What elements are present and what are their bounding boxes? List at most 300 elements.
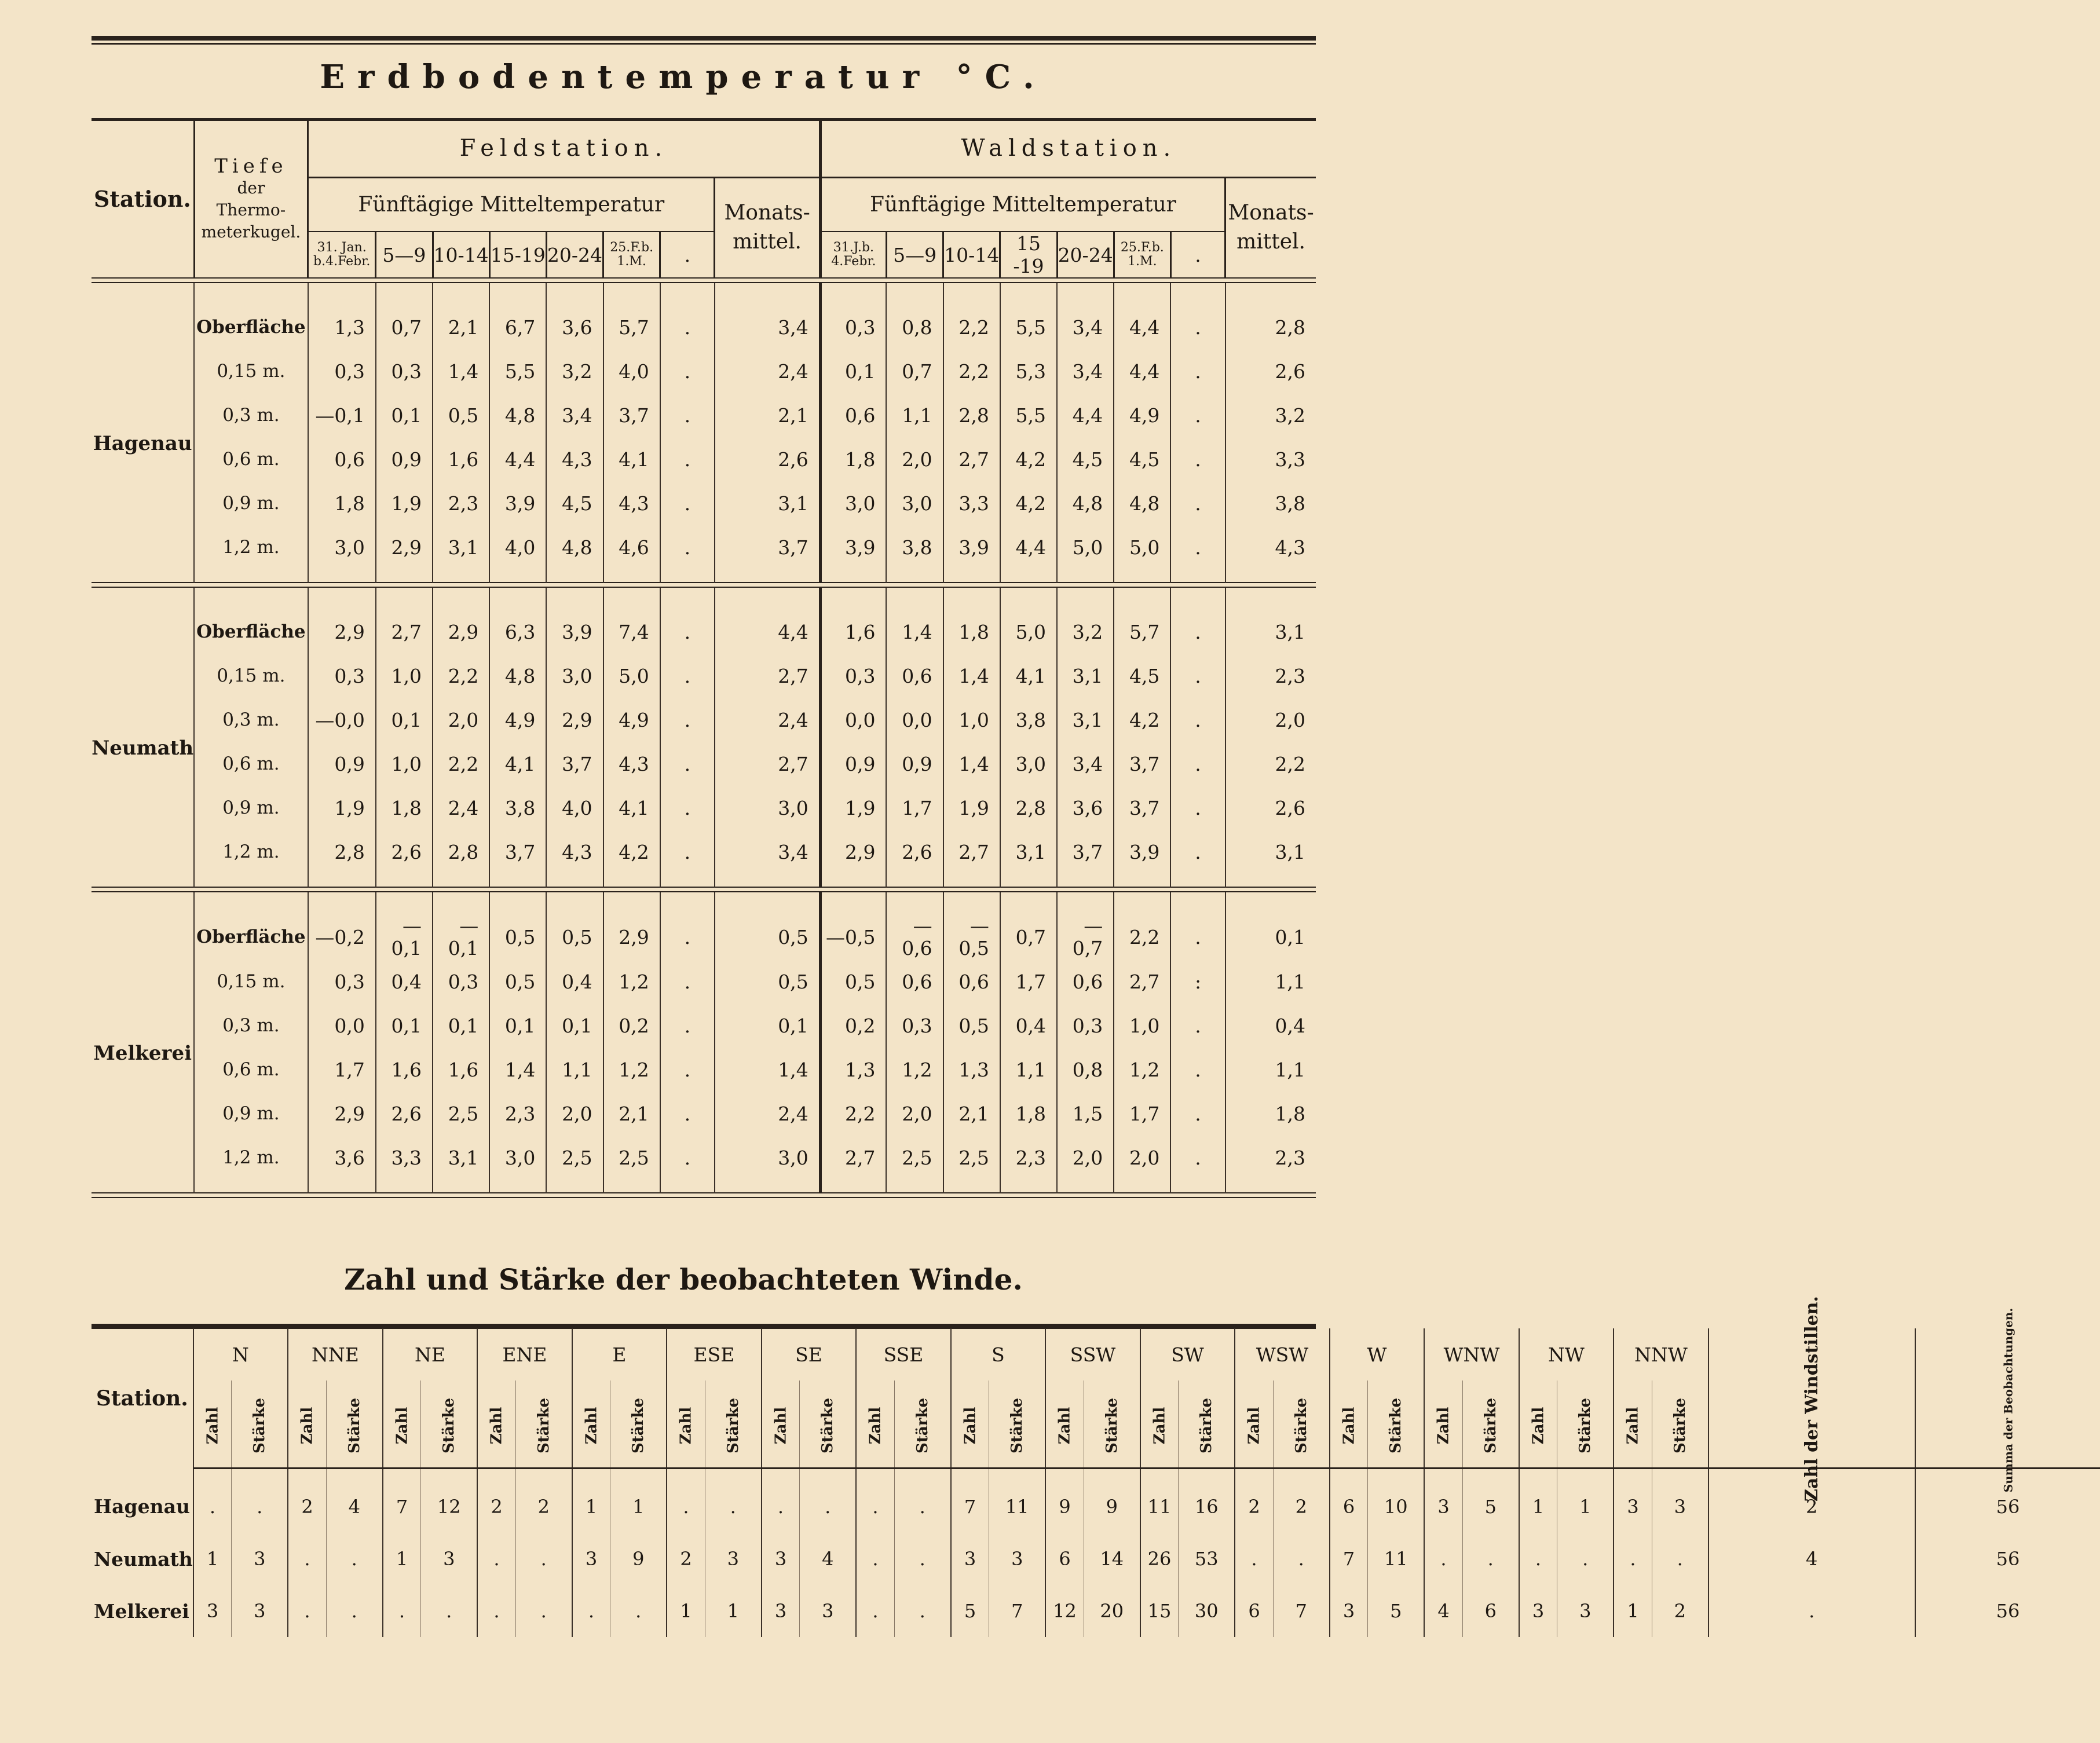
field-value: 1,6 (433, 437, 489, 481)
field-value: 1,2 (603, 960, 660, 1004)
wind-count-value: . (1614, 1533, 1652, 1585)
forest-monthly-mean: 0,1 (1225, 892, 1316, 960)
soil-row (92, 525, 1316, 583)
wind-count-value: 26 (1140, 1533, 1179, 1585)
forest-value: 2,7 (943, 830, 1000, 887)
header-field-monthly (715, 177, 820, 278)
forest-value: 1,1 (886, 393, 943, 437)
field-value: 6,3 (489, 587, 546, 654)
wind-strength-value: 3 (1652, 1469, 1708, 1533)
separator-1 (92, 583, 1316, 587)
field-value: 0,3 (308, 349, 376, 393)
wind-count-header (1614, 1381, 1652, 1469)
header-monthly-line: mittel. (1236, 230, 1305, 254)
wind-count-value: 3 (951, 1533, 989, 1585)
wind-strength-value: . (1557, 1533, 1614, 1585)
wind-strength-value: 2 (515, 1469, 572, 1533)
field-value: 4,8 (489, 654, 546, 698)
forest-monthly-mean: 2,6 (1225, 349, 1316, 393)
forest-value: 2,0 (886, 437, 943, 481)
forest-value: —0,5 (820, 892, 886, 960)
wind-strength-value: . (326, 1585, 382, 1637)
forest-value: 2,0 (1114, 1136, 1170, 1193)
wind-count-value: 12 (1045, 1585, 1084, 1637)
separator-3 (92, 1193, 1316, 1198)
forest-value: 0,7 (1000, 892, 1057, 960)
field-monthly-mean: 2,7 (715, 654, 820, 698)
wind-direction-header: SW (1140, 1328, 1235, 1381)
field-value: 4,1 (489, 742, 546, 786)
forest-value: 3,0 (1000, 742, 1057, 786)
header-monthly-line: mittel. (733, 230, 802, 254)
field-value: 1,9 (308, 786, 376, 830)
wind-strength-label: Stärke (1292, 1398, 1310, 1453)
forest-value: 1,7 (1000, 960, 1057, 1004)
field-value: 2,7 (376, 587, 433, 654)
forest-value: 1,0 (943, 698, 1000, 742)
depth-label: Oberfläche (194, 283, 308, 349)
forest-monthly-mean: 2,8 (1225, 283, 1316, 349)
field-value: . (660, 786, 715, 830)
field-value: 2,8 (308, 830, 376, 887)
field-monthly-mean: 3,7 (715, 525, 820, 583)
field-value: 2,4 (433, 786, 489, 830)
forest-value: 0,3 (820, 654, 886, 698)
forest-value: 3,7 (1057, 830, 1114, 887)
wind-strength-value: . (326, 1533, 382, 1585)
table-end-separator (92, 1193, 1316, 1198)
field-monthly-mean: 2,4 (715, 1092, 820, 1136)
wind-count-header (1424, 1381, 1462, 1469)
wind-strength-header (515, 1381, 572, 1469)
field-value: 4,9 (603, 698, 660, 742)
wind-header-station: Station. (96, 1386, 188, 1411)
header-field-five-day: Fünftägige Mitteltemperatur (308, 177, 715, 232)
field-value: 3,2 (546, 349, 603, 393)
field-value: 4,1 (603, 437, 660, 481)
wind-count-value: 6 (1045, 1533, 1084, 1585)
forest-monthly-mean: 2,2 (1225, 742, 1316, 786)
field-value: . (660, 654, 715, 698)
wind-strength-value: 5 (1462, 1469, 1519, 1533)
wind-strength-label: Stärke (724, 1398, 742, 1453)
wind-direction-header: S (951, 1328, 1046, 1381)
header-forest-period: 5—9 (886, 232, 943, 278)
soil-row (92, 1048, 1316, 1092)
forest-value: . (1170, 1004, 1225, 1048)
forest-value: . (1170, 437, 1225, 481)
soil-temperature-table (92, 120, 1316, 1198)
field-monthly-mean: 0,5 (715, 892, 820, 960)
field-value: —0,1 (376, 892, 433, 960)
wind-strength-header (1652, 1381, 1708, 1469)
forest-value: 1,5 (1057, 1092, 1114, 1136)
forest-value: 3,4 (1057, 283, 1114, 349)
station-group-hagenau (92, 283, 1316, 583)
field-value: 3,0 (546, 654, 603, 698)
wind-strength-value: 12 (421, 1469, 477, 1533)
wind-strength-value: . (1652, 1533, 1708, 1585)
forest-monthly-mean: 2,3 (1225, 654, 1316, 698)
forest-value: . (1170, 698, 1225, 742)
wind-station-name: Hagenau (94, 1495, 190, 1518)
wind-count-value: 1 (193, 1533, 232, 1585)
wind-count-value: 5 (951, 1585, 989, 1637)
wind-strength-value: . (894, 1469, 950, 1533)
field-value: 0,0 (308, 1004, 376, 1048)
soil-row (92, 892, 1316, 960)
field-value: 2,0 (433, 698, 489, 742)
forest-value: . (1170, 481, 1225, 525)
field-value: 3,3 (376, 1136, 433, 1193)
wind-count-value: . (477, 1585, 515, 1637)
header-forest-five-day: Fünftägige Mitteltemperatur (820, 177, 1225, 232)
field-value: 7,4 (603, 587, 660, 654)
forest-value: 3,9 (943, 525, 1000, 583)
wind-count-value: 3 (762, 1533, 800, 1585)
wind-strength-value: 9 (1084, 1469, 1140, 1533)
forest-monthly-mean: 3,2 (1225, 393, 1316, 437)
forest-monthly-mean: 2,6 (1225, 786, 1316, 830)
wind-count-header (1140, 1381, 1179, 1469)
field-value: 1,6 (433, 1048, 489, 1092)
field-value: 4,2 (603, 830, 660, 887)
field-value: 2,9 (308, 1092, 376, 1136)
wind-strength-value: 3 (800, 1585, 856, 1637)
wind-count-value: 6 (1235, 1585, 1273, 1637)
forest-value: 4,4 (1000, 525, 1057, 583)
forest-value: 0,9 (820, 742, 886, 786)
field-value: 1,8 (376, 786, 433, 830)
forest-value: 4,2 (1000, 437, 1057, 481)
field-value: 5,0 (603, 654, 660, 698)
depth-label: 0,3 m. (194, 393, 308, 437)
wind-total-value: 56 (1915, 1533, 2100, 1585)
field-value: 2,5 (603, 1136, 660, 1193)
field-value: 4,0 (489, 525, 546, 583)
station-group-melkerei (92, 892, 1316, 1193)
forest-value: 1,2 (1114, 1048, 1170, 1092)
group-separator (92, 887, 1316, 892)
wind-table-header (92, 1296, 2100, 1502)
forest-value: —0,6 (886, 892, 943, 960)
wind-direction-header: N (193, 1328, 288, 1381)
field-value: 0,5 (433, 393, 489, 437)
separator-2 (92, 887, 1316, 892)
forest-value: . (1170, 283, 1225, 349)
forest-value: 3,8 (886, 525, 943, 583)
wind-count-label: Zahl (1435, 1407, 1453, 1445)
wind-strength-label: Stärke (913, 1398, 931, 1453)
field-value: . (660, 393, 715, 437)
wind-strength-header (610, 1381, 667, 1469)
field-value: 3,4 (546, 393, 603, 437)
wind-direction-header: NE (383, 1328, 478, 1381)
soil-table-header (92, 120, 1316, 283)
field-value: 2,6 (376, 1092, 433, 1136)
forest-value: 0,4 (1000, 1004, 1057, 1048)
forest-value: 3,2 (1057, 587, 1114, 654)
forest-value: 1,4 (886, 587, 943, 654)
forest-value: 5,7 (1114, 587, 1170, 654)
wind-calm-label: Zahl der Windstillen. (1801, 1296, 1822, 1502)
wind-strength-header (1084, 1381, 1140, 1469)
wind-strength-value: . (515, 1533, 572, 1585)
forest-value: 0,5 (943, 1004, 1000, 1048)
field-value: 2,9 (433, 587, 489, 654)
field-value: 4,8 (546, 525, 603, 583)
field-value: 1,2 (603, 1048, 660, 1092)
wind-strength-label: Stärke (251, 1398, 269, 1453)
forest-value: 4,4 (1114, 283, 1170, 349)
forest-value: 3,1 (1000, 830, 1057, 887)
group-separator (92, 583, 1316, 587)
forest-value: . (1170, 1136, 1225, 1193)
wind-strength-label: Stärke (1481, 1398, 1499, 1453)
wind-total-value: 56 (1915, 1469, 2100, 1533)
forest-monthly-mean: 1,1 (1225, 1048, 1316, 1092)
field-monthly-mean: 3,0 (715, 1136, 820, 1193)
field-value: . (660, 742, 715, 786)
forest-value: 1,9 (943, 786, 1000, 830)
wind-strength-header (1179, 1381, 1235, 1469)
forest-value: 2,2 (1114, 892, 1170, 960)
forest-value: 0,1 (820, 349, 886, 393)
wind-strength-value: 3 (232, 1533, 288, 1585)
wind-count-label: Zahl (677, 1407, 695, 1445)
field-value: 4,5 (546, 481, 603, 525)
station-name: Hagenau (93, 432, 192, 455)
wind-count-value: 1 (383, 1533, 421, 1585)
wind-count-header (762, 1381, 800, 1469)
field-value: 0,3 (308, 654, 376, 698)
field-monthly-mean: 1,4 (715, 1048, 820, 1092)
wind-strength-value: . (515, 1585, 572, 1637)
wind-count-value: . (288, 1533, 326, 1585)
depth-label: 0,15 m. (194, 960, 308, 1004)
forest-value: 4,2 (1000, 481, 1057, 525)
forest-value: 3,6 (1057, 786, 1114, 830)
wind-count-value: 1 (1614, 1585, 1652, 1637)
forest-value: 2,7 (943, 437, 1000, 481)
soil-title: Erdbodentemperatur °C. (320, 58, 1047, 96)
soil-row (92, 437, 1316, 481)
forest-value: 4,5 (1114, 654, 1170, 698)
header-station: Station. (93, 186, 191, 212)
field-value: 4,3 (546, 830, 603, 887)
field-value: 4,8 (489, 393, 546, 437)
field-monthly-mean: 3,4 (715, 283, 820, 349)
forest-monthly-mean: 3,8 (1225, 481, 1316, 525)
wind-strength-value: 11 (1368, 1533, 1424, 1585)
wind-count-header (1045, 1381, 1084, 1469)
forest-value: . (1170, 830, 1225, 887)
forest-value: 2,2 (943, 283, 1000, 349)
wind-strength-value: 3 (989, 1533, 1045, 1585)
wind-strength-header (989, 1381, 1045, 1469)
forest-value: . (1170, 525, 1225, 583)
field-value: 2,1 (433, 283, 489, 349)
wind-direction-header: WNW (1424, 1328, 1519, 1381)
wind-strength-value: 4 (800, 1533, 856, 1585)
field-value: 4,6 (603, 525, 660, 583)
field-value: 0,5 (546, 892, 603, 960)
wind-count-value: . (762, 1469, 800, 1533)
wind-count-label: Zahl (1530, 1407, 1547, 1445)
forest-value: 3,4 (1057, 349, 1114, 393)
wind-table (92, 1296, 2100, 1637)
station-name: Melkerei (93, 1042, 192, 1065)
field-value: 0,9 (308, 742, 376, 786)
soil-row (92, 698, 1316, 742)
depth-label: 0,15 m. (194, 654, 308, 698)
depth-label: 0,6 m. (194, 437, 308, 481)
forest-value: 3,1 (1057, 654, 1114, 698)
forest-value: . (1170, 1092, 1225, 1136)
forest-value: . (1170, 1048, 1225, 1092)
field-value: 0,1 (376, 698, 433, 742)
header-forest-monthly (1225, 177, 1316, 278)
wind-count-value: 2 (288, 1469, 326, 1533)
field-value: 2,6 (376, 830, 433, 887)
forest-value: 0,0 (886, 698, 943, 742)
depth-label: 0,3 m. (194, 698, 308, 742)
field-value: . (660, 349, 715, 393)
forest-value: 2,8 (1000, 786, 1057, 830)
wind-strength-label: Stärke (1387, 1398, 1405, 1453)
wind-count-header (383, 1381, 421, 1469)
forest-value: 3,9 (1114, 830, 1170, 887)
forest-value: 0,8 (886, 283, 943, 349)
depth-label: 0,3 m. (194, 1004, 308, 1048)
wind-strength-value: . (232, 1469, 288, 1533)
soil-row (92, 742, 1316, 786)
forest-value: 4,9 (1114, 393, 1170, 437)
wind-count-value: 1 (1519, 1469, 1557, 1533)
wind-strength-value: 7 (989, 1585, 1045, 1637)
field-value: 1,9 (376, 481, 433, 525)
field-value: 3,7 (603, 393, 660, 437)
wind-direction-header: W (1330, 1328, 1425, 1381)
wind-count-header (667, 1381, 705, 1469)
header-field-period: 15-19 (489, 232, 546, 278)
field-monthly-mean: 0,1 (715, 1004, 820, 1048)
forest-value: 1,8 (1000, 1092, 1057, 1136)
wind-count-label: Zahl (866, 1407, 884, 1445)
forest-value: 1,8 (820, 437, 886, 481)
wind-count-value: . (1519, 1533, 1557, 1585)
forest-value: 1,0 (1114, 1004, 1170, 1048)
forest-value: 2,0 (1057, 1136, 1114, 1193)
wind-count-label: Zahl (1151, 1407, 1169, 1445)
forest-value: 1,4 (943, 742, 1000, 786)
forest-monthly-mean: 1,1 (1225, 960, 1316, 1004)
wind-strength-label: Stärke (819, 1398, 837, 1453)
wind-strength-value: 10 (1368, 1469, 1424, 1533)
wind-count-value: . (572, 1585, 610, 1637)
wind-count-value: 6 (1330, 1469, 1368, 1533)
field-value: 2,2 (433, 742, 489, 786)
field-value: . (660, 1048, 715, 1092)
soil-row (92, 1136, 1316, 1193)
wind-count-value: 7 (1330, 1533, 1368, 1585)
forest-value: 0,6 (1057, 960, 1114, 1004)
field-value: 1,8 (308, 481, 376, 525)
wind-strength-value: 16 (1179, 1469, 1235, 1533)
wind-count-label: Zahl (1056, 1407, 1074, 1445)
forest-value: 1,4 (943, 654, 1000, 698)
wind-count-value: . (1424, 1533, 1462, 1585)
forest-value: 0,3 (1057, 1004, 1114, 1048)
field-value: 3,1 (433, 525, 489, 583)
forest-value: 1,7 (1114, 1092, 1170, 1136)
forest-value: —0,7 (1057, 892, 1114, 960)
forest-value: 1,3 (820, 1048, 886, 1092)
field-value: 2,9 (376, 525, 433, 583)
header-field-period: 25.F.b. 1.M. (603, 232, 660, 278)
wind-count-value: . (856, 1585, 894, 1637)
wind-count-label: Zahl (393, 1407, 411, 1445)
field-value: 3,8 (489, 786, 546, 830)
field-monthly-mean: 2,6 (715, 437, 820, 481)
forest-monthly-mean: 2,3 (1225, 1136, 1316, 1193)
field-value: 2,5 (433, 1092, 489, 1136)
field-value: . (660, 437, 715, 481)
field-value: 0,6 (308, 437, 376, 481)
station-group-neumath (92, 587, 1316, 887)
soil-row (92, 1004, 1316, 1048)
field-value: 2,9 (546, 698, 603, 742)
forest-value: 2,7 (820, 1136, 886, 1193)
top-double-rule (92, 36, 1316, 41)
wind-strength-label: Stärke (1103, 1398, 1121, 1453)
wind-strength-value: . (1462, 1533, 1519, 1585)
wind-total-label: Summa der Beobachtungen. (2000, 1308, 2015, 1493)
forest-value: 3,4 (1057, 742, 1114, 786)
field-monthly-mean: 0,5 (715, 960, 820, 1004)
depth-label: 0,6 m. (194, 1048, 308, 1092)
field-value: 2,9 (603, 892, 660, 960)
header-field-period: 20-24 (546, 232, 603, 278)
wind-strength-value: 3 (232, 1585, 288, 1637)
wind-direction-header: NW (1519, 1328, 1614, 1381)
station-name: Neumath (92, 737, 194, 760)
wind-strength-label: Stärke (1198, 1398, 1216, 1453)
wind-strength-value: 20 (1084, 1585, 1140, 1637)
wind-table-body (92, 1469, 2100, 1638)
depth-label: Oberfläche (194, 892, 308, 960)
header-field-period: 31. Jan. b.4.Febr. (308, 232, 376, 278)
field-value: . (660, 1004, 715, 1048)
field-monthly-mean: 2,1 (715, 393, 820, 437)
field-value: 0,2 (603, 1004, 660, 1048)
wind-count-label: Zahl (1624, 1407, 1642, 1445)
header-field-period: 5—9 (376, 232, 433, 278)
depth-label: Oberfläche (194, 587, 308, 654)
field-value: . (660, 1092, 715, 1136)
depth-label: 0,9 m. (194, 481, 308, 525)
field-value: 0,1 (489, 1004, 546, 1048)
depth-label: 0,9 m. (194, 786, 308, 830)
forest-value: 5,5 (1000, 283, 1057, 349)
wind-count-value: 2 (1235, 1469, 1273, 1533)
field-value: 4,3 (603, 481, 660, 525)
field-value: 2,1 (603, 1092, 660, 1136)
header-forest-period: 10-14 (943, 232, 1000, 278)
wind-row (92, 1585, 2100, 1637)
header-depth-line: Tiefe (214, 154, 288, 178)
forest-value: 2,5 (943, 1136, 1000, 1193)
